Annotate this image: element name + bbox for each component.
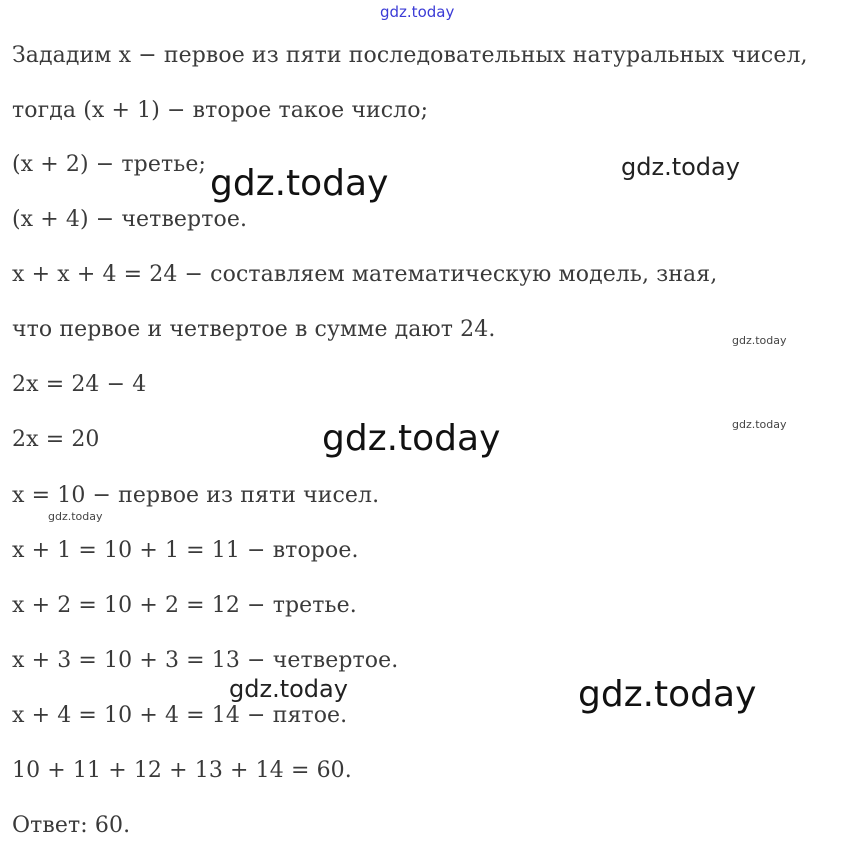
watermark: gdz.today [229,675,348,703]
solution-line-7: 2x = 24 − 4 [12,372,147,397]
watermark: gdz.today [48,510,103,523]
solution-line-1: Зададим x − первое из пяти последовательных натуральных чисел, [12,43,808,68]
solution-line-14: 10 + 11 + 12 + 13 + 14 = 60. [12,758,352,783]
solution-line-2: тогда (x + 1) − второе такое число; [12,98,429,123]
watermark: gdz.today [578,674,757,715]
watermark: gdz.today [621,153,740,181]
solution-line-6: что первое и четвертое в сумме дают 24. [12,317,496,342]
solution-line-3: (x + 2) − третье; [12,152,206,177]
solution-line-8: 2x = 20 [12,427,100,452]
watermark: gdz.today [322,418,501,459]
solution-line-10: x + 1 = 10 + 1 = 11 − второе. [12,538,359,563]
solution-line-4: (x + 4) − четвертое. [12,207,248,232]
solution-line-13: x + 4 = 10 + 4 = 14 − пятое. [12,703,348,728]
solution-line-5: x + x + 4 = 24 − составляем математическую модель, зная, [12,262,718,287]
solution-line-9: x = 10 − первое из пяти чисел. [12,483,380,508]
watermark: gdz.today [732,418,787,431]
solution-line-15: Ответ: 60. [12,813,131,838]
solution-line-12: x + 3 = 10 + 3 = 13 − четвертое. [12,648,399,673]
watermark-top: gdz.today [380,3,455,21]
solution-line-11: x + 2 = 10 + 2 = 12 − третье. [12,593,357,618]
watermark: gdz.today [732,334,787,347]
watermark: gdz.today [210,163,389,204]
